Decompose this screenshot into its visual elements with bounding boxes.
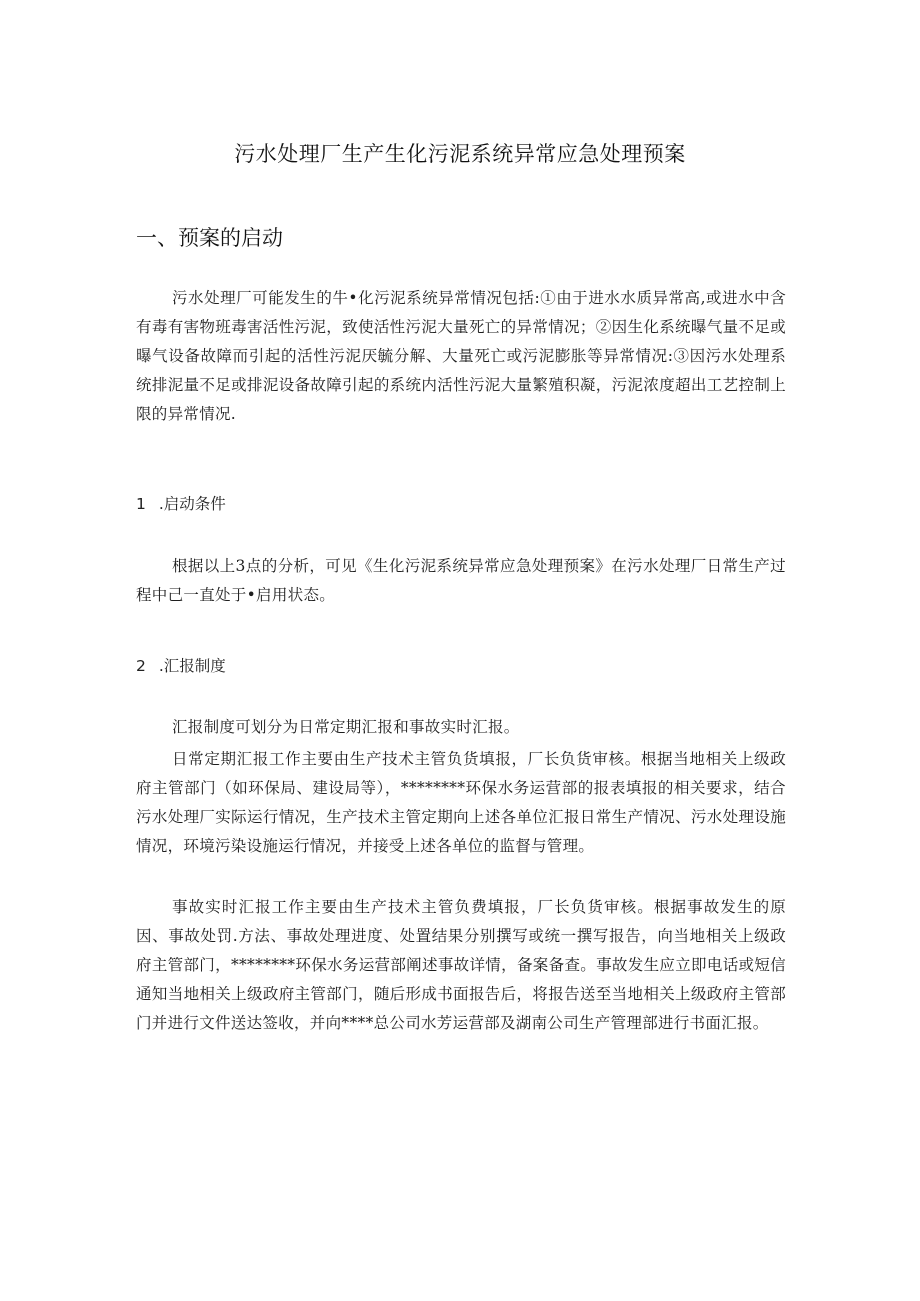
document-title: 污水处理厂生产生化污泥系统异常应急处理预案 bbox=[234, 142, 686, 166]
intro-paragraph: 污水处理厂可能发生的牛•化污泥系统异常情况包括:①由于进水水质异常高,或进水中含有毒有害物班毒害活性污泥，致使活性污泥大量死亡的异常情况；②因生化系统曝气量不足或曝气设备故障而引起的活性污泥厌毓分解、大量死亡或污泥膨胀等异常情况:③因污水处理系统排泥量不足或排泥设备故障引起的系统内活性污泥大量繁殖积凝，污泥浓度超出工艺控制上限的异常情况. bbox=[136, 289, 786, 423]
reporting-overview-paragraph: 汇报制度可划分为日常定期汇报和事故实时汇报。 bbox=[172, 718, 520, 736]
subsection-heading-start-conditions bbox=[136, 492, 226, 516]
subsection-heading-reporting bbox=[136, 654, 226, 678]
subsection-number: 1 bbox=[136, 495, 146, 513]
routine-reporting-paragraph: 日常定期汇报工作主要由生产技术主管负货填报，厂长负货审核。根据当地相关上级政府主管部门（如环保局、建设局等），********环保水务运营部的报表填报的相关要求，结合污水处理厂实际运行情况，生产技术主管定期向上述各单位汇报日常生产情况、污水处理设施情况，环境污染设施运行情况，并接受上述各单位的监督与管理。 bbox=[136, 750, 786, 855]
subsection-title: .启动条件 bbox=[158, 495, 226, 513]
incident-reporting-paragraph: 事故实时汇报工作主要由生产技术主管负费填报，厂长负货审核。根据事故发生的原因、事故处罚.方法、事故处理进度、处置结果分别撰写或统一撰写报告，向当地相关上级政府主管部门，********环保水务运营部阐述事故详情，备案备查。事故发生应立即电话或短信通知当地相关上级政府主管部门，随后形成书面报告后，将报告送至当地相关上级政府主管部门并进行文件送达签收，并向****总公司水芳运营部及湖南公司生产管理部进行书面汇报。 bbox=[136, 898, 786, 1032]
subsection-number: 2 bbox=[136, 657, 146, 675]
section-heading-activation: 一、预案的启动 bbox=[136, 226, 283, 250]
start-conditions-paragraph: 根据以上3点的分析，可见《生化污泥系统异常应急处理预案》在污水处理厂日常生产过程中己一直处于•启用状态。 bbox=[136, 557, 786, 604]
subsection-title: .汇报制度 bbox=[158, 657, 226, 675]
